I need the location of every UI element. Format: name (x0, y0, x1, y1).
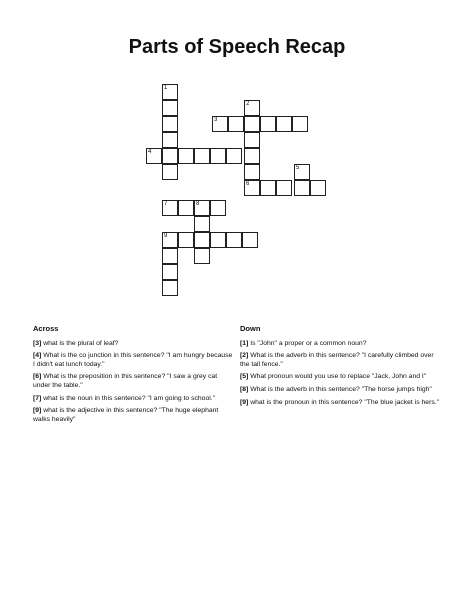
clue-item (33, 340, 233, 349)
crossword-cell[interactable] (226, 148, 242, 164)
crossword-cell[interactable] (244, 164, 260, 180)
crossword-cell[interactable] (226, 232, 242, 248)
crossword-cell[interactable] (162, 164, 178, 180)
crossword-cell[interactable] (162, 148, 178, 164)
crossword-cell[interactable] (244, 116, 260, 132)
crossword-cell[interactable] (276, 180, 292, 196)
clue-num: [9] (240, 398, 249, 406)
clue-text: what is the adjective in this sentence? "The huge elephant walks heavily" (33, 407, 219, 423)
clue-item (240, 340, 440, 349)
crossword-cell[interactable] (210, 232, 226, 248)
page-title: Parts of Speech Recap (128, 36, 346, 58)
crossword-cell[interactable] (162, 264, 178, 280)
crossword-cell[interactable] (162, 232, 178, 248)
crossword-cell[interactable] (294, 180, 310, 196)
crossword-cell[interactable] (162, 248, 178, 264)
crossword-cell[interactable] (212, 116, 228, 132)
clue-text: Is "John" a proper or a common noun? (250, 339, 367, 347)
clue-number: 3 (214, 117, 218, 123)
crossword-cell[interactable] (228, 116, 244, 132)
clue-text: What is the preposition in this sentence? "I saw a grey cat under the table." (33, 373, 218, 389)
clue-item (33, 352, 233, 369)
down-clues (240, 325, 440, 411)
crossword-cell[interactable] (276, 116, 292, 132)
crossword-cell[interactable] (194, 148, 210, 164)
clue-item (240, 399, 440, 408)
clue-number: 6 (246, 181, 250, 187)
clue-text: what is the noun in this sentence? "I am going to school." (43, 394, 216, 402)
crossword-cell[interactable] (194, 200, 210, 216)
clue-item (33, 395, 233, 404)
crossword-cell[interactable] (162, 116, 178, 132)
down-heading: Down (240, 324, 261, 333)
clue-text: What is the adverb in this sentence? "I carefully climbed over the tall fence." (240, 352, 434, 368)
clue-num: [8] (240, 385, 249, 393)
clue-item (33, 407, 233, 424)
crossword-cell[interactable] (260, 116, 276, 132)
clue-number: 9 (164, 233, 168, 239)
clue-num: [2] (240, 352, 249, 360)
clue-text: What is the adverb in this sentence? "The horse jumps high" (250, 385, 432, 393)
clue-num: [7] (33, 394, 42, 402)
crossword-cell[interactable] (146, 148, 162, 164)
clue-number: 4 (148, 149, 152, 155)
clue-number: 7 (164, 201, 168, 207)
clue-num: [9] (33, 407, 42, 415)
clue-num: [4] (33, 352, 42, 360)
clue-item (240, 373, 440, 382)
crossword-cell[interactable] (194, 216, 210, 232)
clue-num: [1] (240, 339, 249, 347)
crossword-cell[interactable] (162, 132, 178, 148)
crossword-cell[interactable] (210, 148, 226, 164)
clue-text: What is the co junction in this sentence? "I am hungry because I didn't eat lunch today." (33, 352, 233, 368)
crossword-cell[interactable] (194, 232, 210, 248)
crossword-cell[interactable] (178, 232, 194, 248)
clue-num: [5] (240, 373, 249, 381)
clue-text: what is the pronoun in this sentence? "The blue jacket is hers." (250, 398, 440, 406)
crossword-cell[interactable] (244, 100, 260, 116)
crossword-cell[interactable] (162, 200, 178, 216)
across-clues (33, 325, 233, 428)
crossword-cell[interactable] (162, 280, 178, 296)
clue-number: 2 (246, 101, 250, 107)
crossword-cell[interactable] (162, 84, 178, 100)
crossword-cell[interactable] (162, 100, 178, 116)
crossword-cell[interactable] (294, 164, 310, 180)
clue-item (240, 386, 440, 395)
clue-num: [6] (33, 373, 42, 381)
crossword-cell[interactable] (244, 132, 260, 148)
clue-num: [3] (33, 339, 42, 347)
clue-item (240, 352, 440, 369)
crossword-cell[interactable] (194, 248, 210, 264)
across-heading: Across (33, 324, 59, 333)
crossword-cell[interactable] (260, 180, 276, 196)
clue-item (33, 373, 233, 390)
clue-number: 5 (296, 165, 300, 171)
crossword-cell[interactable] (310, 180, 326, 196)
clue-text: What pronoun would you use to replace "Jack, John and I" (250, 373, 427, 381)
crossword-cell[interactable] (178, 200, 194, 216)
clue-number: 8 (196, 201, 200, 207)
crossword-cell[interactable] (242, 232, 258, 248)
crossword-cell[interactable] (244, 180, 260, 196)
crossword-cell[interactable] (244, 148, 260, 164)
crossword-cell[interactable] (210, 200, 226, 216)
crossword-cell[interactable] (292, 116, 308, 132)
clue-number: 1 (164, 85, 168, 91)
crossword-cell[interactable] (178, 148, 194, 164)
clue-text: what is the plural of leaf? (43, 339, 119, 347)
